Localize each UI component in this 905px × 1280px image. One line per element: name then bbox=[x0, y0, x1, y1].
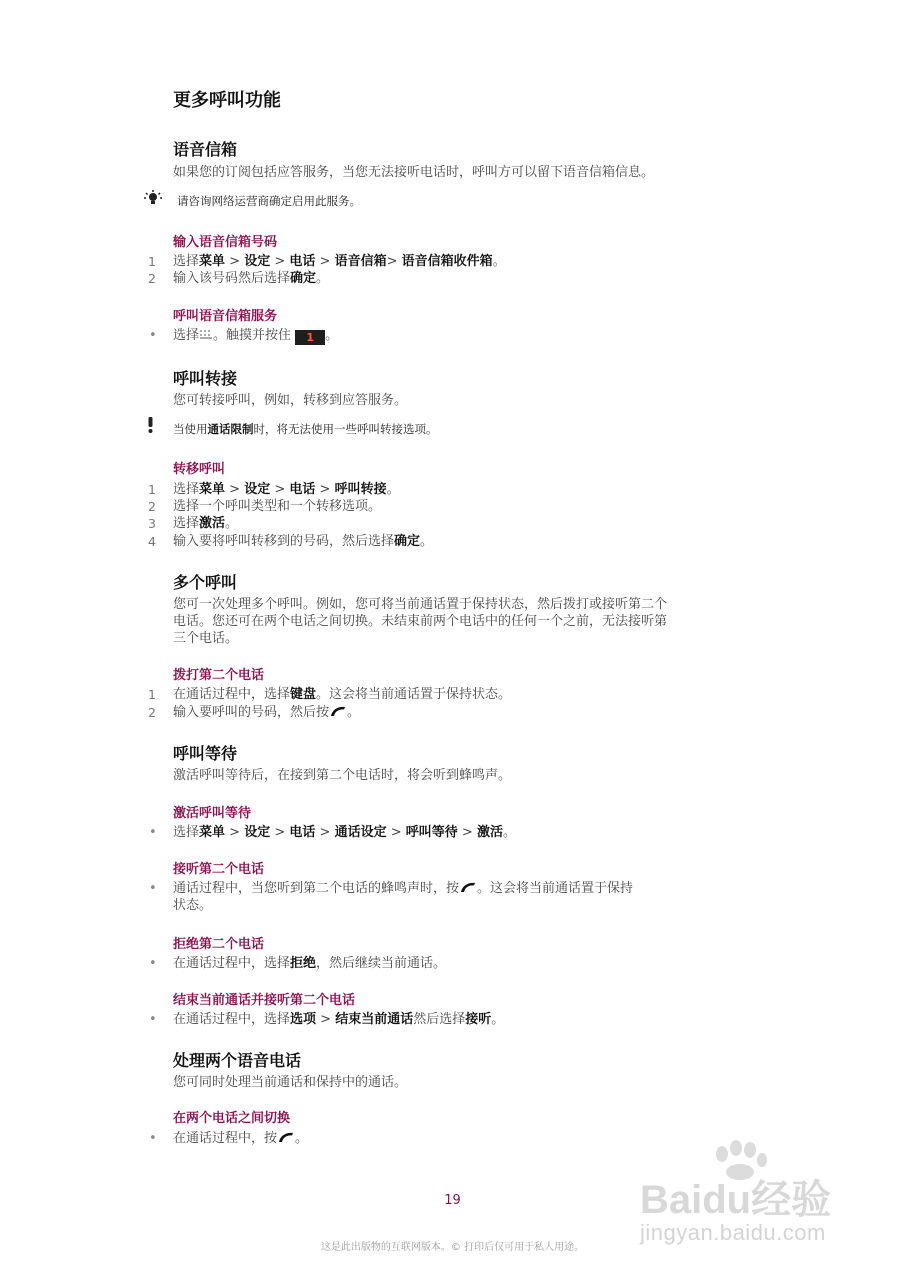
reject-second-call-heading: 拒绝第二个电话 bbox=[173, 937, 265, 952]
forward-step-2 bbox=[148, 498, 753, 515]
end-current-call-label: 结束当前通话 bbox=[335, 1012, 414, 1027]
answer-label: 接听 bbox=[465, 1012, 492, 1027]
phone-call-icon bbox=[277, 1131, 295, 1143]
item-text: 选择 bbox=[173, 825, 200, 840]
keypad-label: 键盘 bbox=[290, 687, 317, 702]
reject-label: 拒绝 bbox=[290, 956, 317, 971]
activate-call-waiting-heading: 激活呼叫等待 bbox=[173, 806, 252, 821]
step-number: 1 bbox=[148, 482, 156, 497]
step-end: 。 bbox=[225, 516, 239, 531]
switch-calls-heading: 在两个电话之间切换 bbox=[173, 1111, 291, 1126]
call-forward-heading: 呼叫转接 bbox=[173, 369, 238, 388]
separator: > bbox=[316, 1012, 336, 1027]
settings-label: 设定 bbox=[244, 825, 271, 840]
item-end: 。 bbox=[295, 1131, 309, 1146]
separator: > bbox=[270, 825, 290, 840]
dial-second-call-heading: 拨打第二个电话 bbox=[173, 668, 265, 683]
exclamation-icon bbox=[147, 416, 155, 434]
ok-label: 确定 bbox=[394, 534, 421, 549]
desc-line: 三个电话。 bbox=[173, 631, 239, 646]
call-forward-warning-note bbox=[173, 421, 438, 437]
calls-label: 电话 bbox=[289, 825, 316, 840]
calls-label: 电话 bbox=[289, 482, 316, 497]
activate-label: 激活 bbox=[199, 516, 226, 531]
voicemail-tip-note: 请咨询网络运营商确定启用此服务。 bbox=[177, 194, 361, 208]
step-number: 2 bbox=[148, 271, 156, 286]
step-end: 。这会将当前通话置于保持状态。 bbox=[316, 687, 512, 702]
phone-call-icon bbox=[459, 881, 477, 893]
voicemail-description: 如果您的订阅包括应答服务，当您无法接听电话时，呼叫方可以留下语音信箱信息。 bbox=[173, 165, 655, 180]
voicemail-heading: 语音信箱 bbox=[173, 140, 238, 159]
step-number: 4 bbox=[148, 534, 156, 549]
step-text: 选择一个呼叫类型和一个转移选项。 bbox=[173, 499, 382, 514]
item-end: 。 bbox=[491, 1012, 505, 1027]
calls-label: 电话 bbox=[289, 254, 316, 269]
item-text: 然后选择 bbox=[413, 1012, 466, 1027]
bullet: • bbox=[149, 825, 157, 840]
step-end: 。 bbox=[347, 705, 361, 720]
settings-label: 设定 bbox=[244, 254, 271, 269]
separator: > bbox=[315, 825, 335, 840]
call-restriction-label: 通话限制 bbox=[207, 422, 254, 436]
call-voicemail-item bbox=[149, 327, 753, 345]
forward-step-1 bbox=[148, 481, 753, 498]
two-calls-heading: 处理两个语音电话 bbox=[173, 1051, 302, 1070]
activate-label: 激活 bbox=[476, 825, 503, 840]
step-number: 2 bbox=[148, 705, 156, 720]
separator: > bbox=[225, 825, 245, 840]
step-text: 选择 bbox=[173, 516, 200, 531]
two-calls-description: 您可同时处理当前通话和保持中的通话。 bbox=[173, 1075, 408, 1090]
separator: > bbox=[270, 482, 290, 497]
forward-step-4 bbox=[148, 533, 753, 550]
separator: > bbox=[225, 482, 245, 497]
note-text: 当使用 bbox=[173, 422, 208, 436]
separator: > bbox=[386, 254, 402, 269]
step-end: 。 bbox=[492, 254, 506, 269]
multiple-calls-description bbox=[173, 596, 753, 647]
watermark-logo: Baidu经验 bbox=[640, 1178, 832, 1222]
voicemail-step-2 bbox=[148, 270, 753, 287]
step-number: 2 bbox=[148, 499, 156, 514]
desc-line: 您可一次处理多个呼叫。例如，您可将当前通话置于保持状态，然后拨打或接听第二个 bbox=[173, 597, 668, 612]
item-text: 选择 bbox=[173, 328, 200, 343]
dial-step-1 bbox=[148, 686, 753, 703]
call-waiting-label: 呼叫等待 bbox=[405, 825, 458, 840]
item-end: 。 bbox=[502, 825, 516, 840]
multiple-calls-heading: 多个呼叫 bbox=[173, 573, 238, 592]
step-number: 1 bbox=[148, 254, 156, 269]
settings-label: 设定 bbox=[244, 482, 271, 497]
page-title: 更多呼叫功能 bbox=[173, 90, 281, 111]
step-end: 。 bbox=[386, 482, 400, 497]
item-end: 。 bbox=[325, 328, 339, 343]
end-and-answer-item bbox=[149, 1011, 753, 1028]
bullet: • bbox=[149, 1131, 157, 1146]
step-text: 输入要将呼叫转移到的号码，然后选择 bbox=[173, 534, 395, 549]
item-text: 。触摸并按住 bbox=[213, 328, 296, 343]
end-and-answer-heading: 结束当前通话并接听第二个电话 bbox=[173, 993, 356, 1008]
call-waiting-description: 激活呼叫等待后，在接到第二个电话时，将会听到蜂鸣声。 bbox=[173, 768, 512, 783]
call-voicemail-heading: 呼叫语音信箱服务 bbox=[173, 309, 278, 324]
page-number: 19 bbox=[444, 1193, 461, 1208]
enter-voicemail-number-heading: 输入语音信箱号码 bbox=[173, 235, 278, 250]
item-text: 在通话过程中，选择 bbox=[173, 956, 291, 971]
step-text: 选择 bbox=[173, 254, 200, 269]
separator: > bbox=[386, 825, 406, 840]
voicemail-inbox-label: 语音信箱收件箱 bbox=[401, 254, 493, 269]
call-forward-description: 您可转接呼叫，例如，转移到应答服务。 bbox=[173, 393, 408, 408]
bullet: • bbox=[149, 1012, 157, 1027]
answer-second-call-heading: 接听第二个电话 bbox=[173, 862, 265, 877]
item-text: 通话过程中，当您听到第二个电话的蜂鸣声时，按 bbox=[173, 881, 460, 896]
forward-calls-heading: 转移呼叫 bbox=[173, 462, 226, 477]
step-number: 1 bbox=[148, 687, 156, 702]
footer-copyright: 这是此出版物的互联网版本。© 打印后仅可用于私人用途。 bbox=[320, 1242, 585, 1253]
step-text: 选择 bbox=[173, 482, 200, 497]
item-line: 状态。 bbox=[173, 898, 213, 913]
bullet: • bbox=[149, 956, 157, 971]
grid-icon bbox=[199, 329, 213, 340]
item-line bbox=[173, 880, 753, 897]
lightbulb-icon bbox=[144, 190, 162, 208]
bullet: • bbox=[149, 881, 157, 896]
separator: > bbox=[315, 254, 335, 269]
menu-label: 菜单 bbox=[199, 254, 226, 269]
ok-label: 确定 bbox=[290, 271, 317, 286]
bullet: • bbox=[149, 328, 157, 343]
item-text: 在通话过程中，选择 bbox=[173, 1012, 291, 1027]
item-text: 。这会将当前通话置于保持 bbox=[477, 881, 634, 896]
dial-step-2 bbox=[148, 704, 753, 721]
reject-second-call-item bbox=[149, 955, 753, 972]
separator: > bbox=[270, 254, 290, 269]
desc-line: 电话。您还可在两个电话之间切换。未结束前两个电话中的任何一个之前，无法接听第 bbox=[173, 614, 668, 629]
item-end: ，然后继续当前通话。 bbox=[316, 956, 447, 971]
note-text: 时，将无法使用一些呼叫转接选项。 bbox=[253, 422, 438, 436]
step-text: 输入要呼叫的号码，然后按 bbox=[173, 705, 330, 720]
voicemail-label: 语音信箱 bbox=[334, 254, 387, 269]
step-end: 。 bbox=[420, 534, 434, 549]
phone-call-icon bbox=[329, 705, 347, 717]
answer-second-call-item bbox=[149, 880, 753, 914]
options-label: 选项 bbox=[290, 1012, 317, 1027]
watermark-url: jingyan.baidu.com bbox=[640, 1220, 826, 1245]
call-forward-label: 呼叫转接 bbox=[334, 482, 387, 497]
step-end: 。 bbox=[316, 271, 330, 286]
voicemail-step-1 bbox=[148, 253, 753, 270]
separator: > bbox=[457, 825, 477, 840]
call-waiting-heading: 呼叫等待 bbox=[173, 744, 238, 763]
activate-call-waiting-item bbox=[149, 824, 753, 841]
separator: > bbox=[225, 254, 245, 269]
call-settings-label: 通话设定 bbox=[334, 825, 387, 840]
step-text: 在通话过程中，选择 bbox=[173, 687, 291, 702]
menu-label: 菜单 bbox=[199, 482, 226, 497]
key-1-icon: 1 bbox=[295, 330, 325, 345]
step-number: 3 bbox=[148, 516, 156, 531]
menu-label: 菜单 bbox=[199, 825, 226, 840]
item-text: 在通话过程中，按 bbox=[173, 1131, 278, 1146]
forward-step-3 bbox=[148, 515, 753, 532]
step-text: 输入该号码然后选择 bbox=[173, 271, 291, 286]
separator: > bbox=[315, 482, 335, 497]
